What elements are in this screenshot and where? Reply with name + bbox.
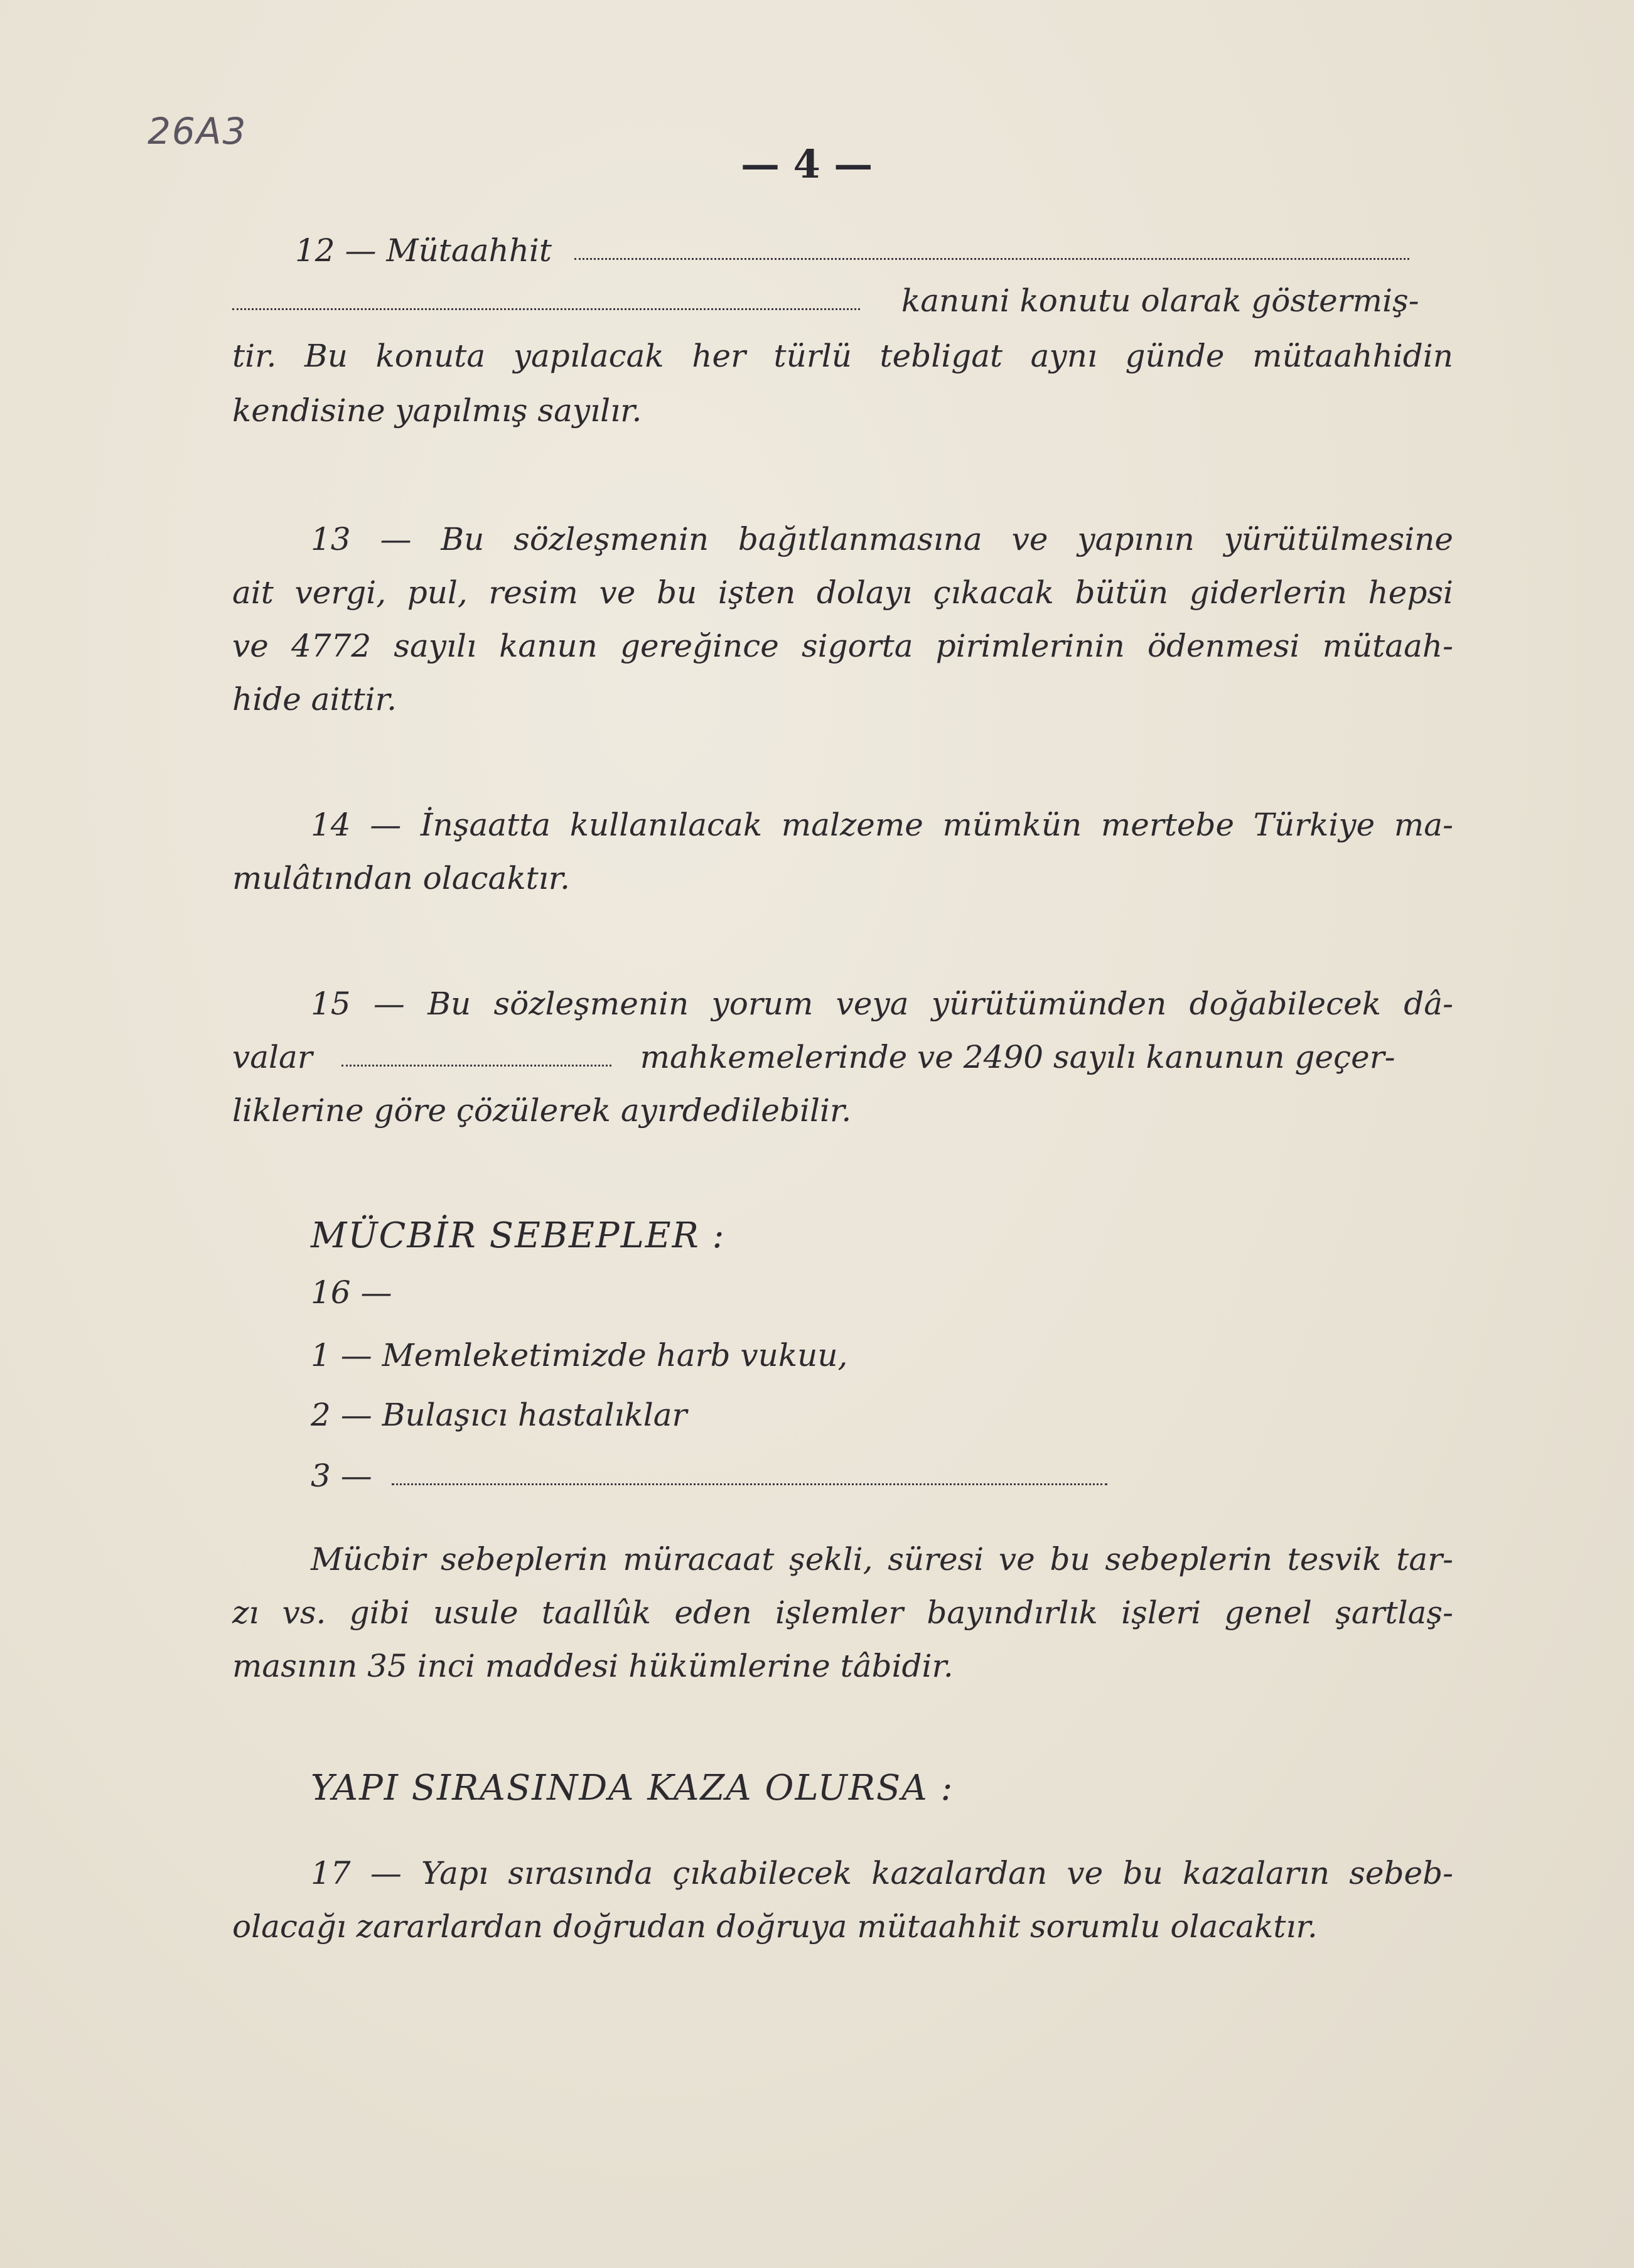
force-majeure-item-3: 3 — bbox=[311, 1458, 1107, 1494]
article-14-line-1: 14 — İnşaatta kullanılacak malzeme mümkün mertebe Türkiye ma- bbox=[311, 807, 1453, 843]
force-majeure-note-line-2: zı vs. gibi usule taallûk eden işlemler bayındırlık işleri genel şartlaş- bbox=[232, 1594, 1453, 1631]
article-12-line-4: kendisine yapılmış sayılır. bbox=[232, 392, 642, 429]
article-15-line-2: valar mahkemelerinde ve 2490 sayılı kanunun geçer- bbox=[232, 1039, 1395, 1075]
article-12-line-2: kanuni konutu olarak göstermiş- bbox=[232, 282, 1419, 319]
force-majeure-item-2: 2 — Bulaşıcı hastalıklar bbox=[311, 1397, 687, 1433]
article-16-label: 16 — bbox=[311, 1274, 392, 1311]
force-majeure-item-1: 1 — Memleketimizde harb vukuu, bbox=[311, 1337, 848, 1373]
force-majeure-note-line-3: masının 35 inci maddesi hükümlerine tâbidir. bbox=[232, 1648, 954, 1684]
force-majeure-note-line-1: Mücbir sebeplerin müracaat şekli, süresi ve bu sebeplerin tesvik tar- bbox=[311, 1541, 1453, 1577]
page-number: — 4 — bbox=[741, 141, 873, 187]
article-14-line-2: mulâtından olacaktır. bbox=[232, 860, 571, 896]
article-15-line-3: liklerine göre çözülerek ayırdedilebilir. bbox=[232, 1092, 852, 1129]
article-17-line-1: 17 — Yapı sırasında çıkabilecek kazalardan ve bu kazaların sebeb- bbox=[311, 1855, 1453, 1891]
article-13-line-1: 13 — Bu sözleşmenin bağıtlanmasına ve yapının yürütülmesine bbox=[311, 521, 1453, 557]
handwritten-note: 26A3 bbox=[148, 110, 247, 153]
article-15-line-1: 15 — Bu sözleşmenin yorum veya yürütümünden doğabilecek dâ- bbox=[311, 986, 1453, 1022]
blank-dotted-line bbox=[232, 297, 860, 310]
article-12-line-3: tir. Bu konuta yapılacak her türlü tebligat aynı günde mütaahhidin bbox=[232, 338, 1453, 374]
article-17-line-2: olacağı zararlardan doğrudan doğruya mütaahhit sorumlu olacaktır. bbox=[232, 1908, 1318, 1945]
blank-dotted-line bbox=[341, 1053, 611, 1067]
article-13-line-4: hide aittir. bbox=[232, 681, 397, 717]
article-12-label: 12 — Mütaahhit bbox=[295, 232, 552, 269]
article-12-line-1 bbox=[295, 232, 1409, 269]
blank-dotted-line bbox=[392, 1472, 1107, 1485]
article-13-line-2: ait vergi, pul, resim ve bu işten dolayı çıkacak bütün giderlerin hepsi bbox=[232, 574, 1453, 611]
section-heading-accident: YAPI SIRASINDA KAZA OLURSA : bbox=[311, 1768, 954, 1808]
section-heading-force-majeure: MÜCBİR SEBEPLER : bbox=[311, 1215, 726, 1256]
article-13-line-3: ve 4772 sayılı kanun gereğince sigorta pirimlerinin ödenmesi mütaah- bbox=[232, 628, 1453, 664]
blank-dotted-line bbox=[574, 247, 1409, 260]
